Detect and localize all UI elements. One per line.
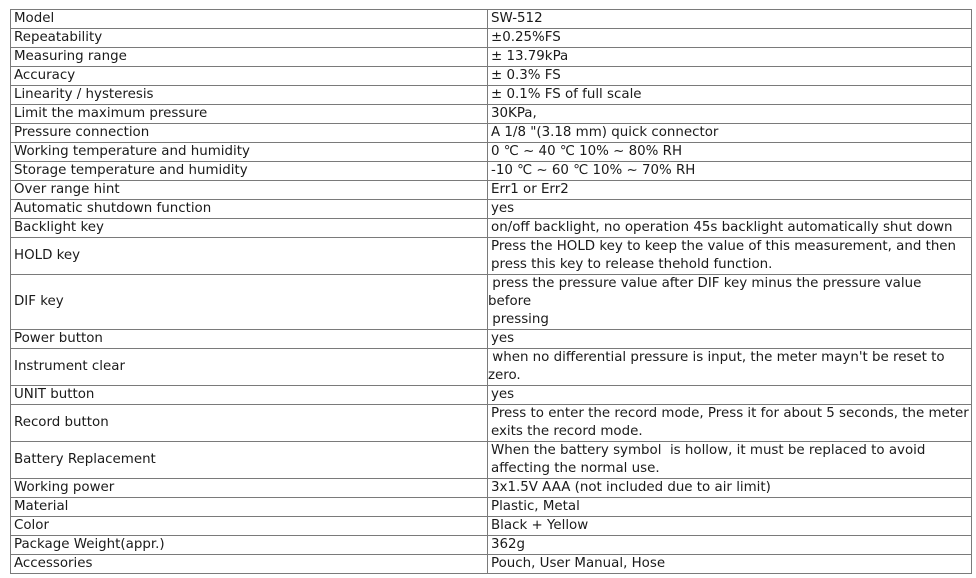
spec-row bbox=[11, 86, 972, 105]
spec-value: ± 13.79kPa bbox=[488, 48, 972, 67]
spec-row bbox=[11, 517, 972, 536]
spec-row bbox=[11, 181, 972, 200]
spec-value: Press the HOLD key to keep the value of this measurement, and then press this key to release thehold function. bbox=[488, 238, 972, 275]
spec-row bbox=[11, 162, 972, 181]
spec-value: -10 ℃ ~ 60 ℃ 10% ~ 70% RH bbox=[488, 162, 972, 181]
spec-row bbox=[11, 105, 972, 124]
spec-row bbox=[11, 10, 972, 29]
spec-label: Working power bbox=[11, 479, 488, 498]
spec-value: when no differential pressure is input, the meter mayn't be reset to zero. bbox=[488, 349, 972, 386]
spec-row bbox=[11, 67, 972, 86]
spec-row bbox=[11, 238, 972, 275]
spec-label: Battery Replacement bbox=[11, 442, 488, 479]
spec-row bbox=[11, 349, 972, 386]
spec-value: Black + Yellow bbox=[488, 517, 972, 536]
spec-row bbox=[11, 219, 972, 238]
spec-row bbox=[11, 124, 972, 143]
spec-label: Record button bbox=[11, 405, 488, 442]
spec-label: HOLD key bbox=[11, 238, 488, 275]
spec-row bbox=[11, 386, 972, 405]
spec-value: Pouch, User Manual, Hose bbox=[488, 555, 972, 574]
spec-value: ±0.25%FS bbox=[488, 29, 972, 48]
spec-value: yes bbox=[488, 386, 972, 405]
spec-value: Press to enter the record mode, Press it for about 5 seconds, the meter exits the record mode. bbox=[488, 405, 972, 442]
spec-row bbox=[11, 48, 972, 67]
spec-value: on/off backlight, no operation 45s backlight automatically shut down bbox=[488, 219, 972, 238]
spec-row bbox=[11, 536, 972, 555]
spec-value: yes bbox=[488, 330, 972, 349]
spec-value: Err1 or Err2 bbox=[488, 181, 972, 200]
spec-label: Package Weight(appr.) bbox=[11, 536, 488, 555]
spec-row bbox=[11, 405, 972, 442]
spec-label: Material bbox=[11, 498, 488, 517]
spec-label: Accuracy bbox=[11, 67, 488, 86]
spec-value: 0 ℃ ~ 40 ℃ 10% ~ 80% RH bbox=[488, 143, 972, 162]
spec-label: Storage temperature and humidity bbox=[11, 162, 488, 181]
spec-label: Over range hint bbox=[11, 181, 488, 200]
spec-label: Instrument clear bbox=[11, 349, 488, 386]
spec-value: A 1/8 "(3.18 mm) quick connector bbox=[488, 124, 972, 143]
spec-label: Backlight key bbox=[11, 219, 488, 238]
spec-row bbox=[11, 555, 972, 574]
spec-row bbox=[11, 479, 972, 498]
spec-label: Linearity / hysteresis bbox=[11, 86, 488, 105]
spec-row bbox=[11, 200, 972, 219]
spec-label: UNIT button bbox=[11, 386, 488, 405]
spec-value: Plastic, Metal bbox=[488, 498, 972, 517]
spec-value: ± 0.3% FS bbox=[488, 67, 972, 86]
spec-row bbox=[11, 442, 972, 479]
spec-label: Measuring range bbox=[11, 48, 488, 67]
spec-label: Limit the maximum pressure bbox=[11, 105, 488, 124]
spec-table-body bbox=[11, 10, 972, 574]
spec-row bbox=[11, 143, 972, 162]
spec-value: ± 0.1% FS of full scale bbox=[488, 86, 972, 105]
spec-value: SW-512 bbox=[488, 10, 972, 29]
spec-label: Power button bbox=[11, 330, 488, 349]
spec-label: Working temperature and humidity bbox=[11, 143, 488, 162]
spec-value: press the pressure value after DIF key minus the pressure value before pressing bbox=[488, 275, 972, 330]
spec-row bbox=[11, 275, 972, 330]
spec-label: Automatic shutdown function bbox=[11, 200, 488, 219]
spec-label: Pressure connection bbox=[11, 124, 488, 143]
spec-row bbox=[11, 330, 972, 349]
spec-row bbox=[11, 29, 972, 48]
spec-value: 3x1.5V AAA (not included due to air limit) bbox=[488, 479, 972, 498]
spec-label: DIF key bbox=[11, 275, 488, 330]
spec-value: When the battery symbol is hollow, it must be replaced to avoid affecting the normal use. bbox=[488, 442, 972, 479]
spec-label: Model bbox=[11, 10, 488, 29]
spec-value: yes bbox=[488, 200, 972, 219]
spec-label: Accessories bbox=[11, 555, 488, 574]
spec-row bbox=[11, 498, 972, 517]
spec-label: Repeatability bbox=[11, 29, 488, 48]
spec-value: 362g bbox=[488, 536, 972, 555]
spec-value: 30KPa, bbox=[488, 105, 972, 124]
spec-table bbox=[10, 9, 972, 574]
spec-label: Color bbox=[11, 517, 488, 536]
